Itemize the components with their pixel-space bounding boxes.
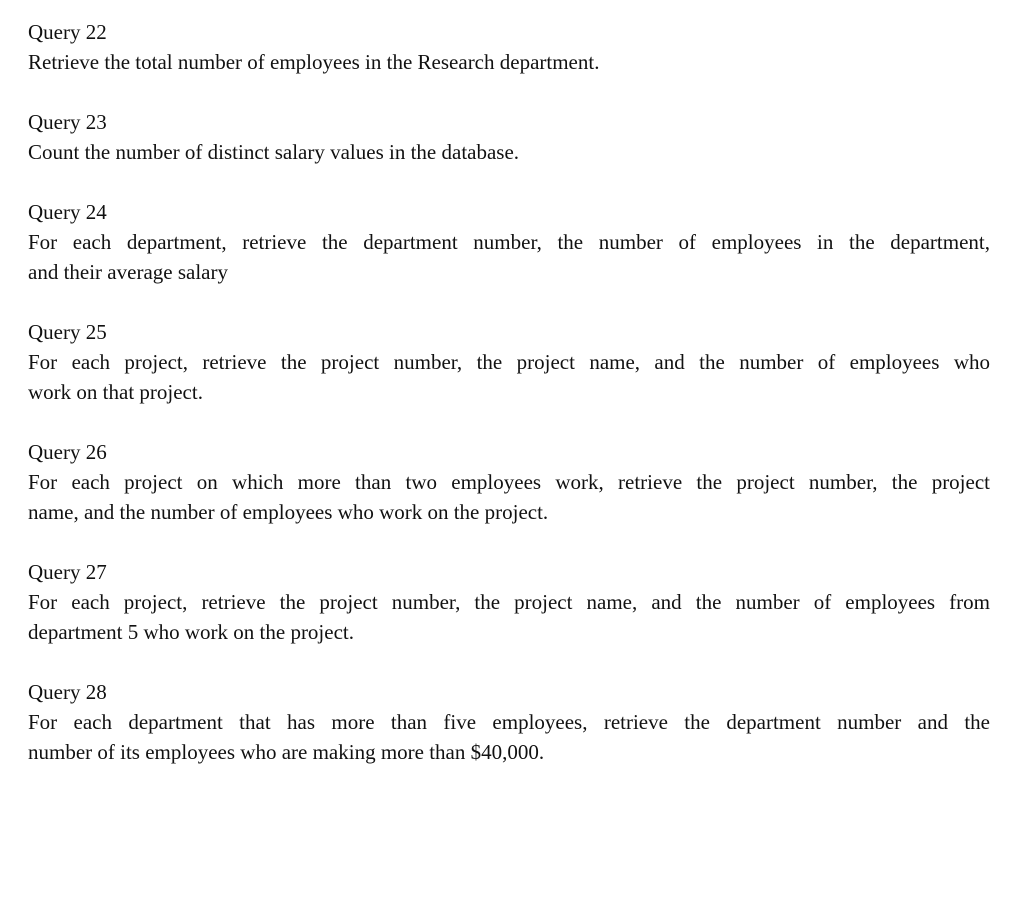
query-title: Query 26: [28, 440, 107, 464]
query-description-line: For each department, retrieve the department number, the number of employees in the department,: [28, 230, 990, 254]
query-description: [28, 467, 990, 527]
query-description: [28, 227, 990, 287]
query-description-line: department 5 who work on the project.: [28, 620, 354, 644]
query-description-line: For each project on which more than two employees work, retrieve the project number, the project: [28, 470, 990, 494]
query-description: [28, 587, 990, 647]
query-description-line: Count the number of distinct salary values in the database.: [28, 140, 520, 164]
query-description: [28, 707, 990, 767]
query-title: Query 28: [28, 680, 107, 704]
query-description-line: For each project, retrieve the project number, the project name, and the number of employees who: [28, 350, 990, 374]
query-description-line: name, and the number of employees who work on the project.: [28, 500, 549, 524]
query-title: Query 22: [28, 20, 107, 44]
query-title: Query 27: [28, 560, 107, 584]
query-title: Query 25: [28, 320, 107, 344]
query-description-line: For each department that has more than five employees, retrieve the department number and the: [28, 710, 990, 734]
query-description-line: For each project, retrieve the project number, the project name, and the number of employees from: [28, 590, 990, 614]
query-23: [28, 107, 990, 167]
query-description-line: Retrieve the total number of employees in the Research department.: [28, 50, 600, 74]
query-description-line: and their average salary: [28, 260, 228, 284]
query-24: [28, 197, 990, 287]
query-description-line: work on that project.: [28, 380, 203, 404]
query-22: [28, 17, 990, 77]
query-title: Query 24: [28, 200, 107, 224]
query-description: [28, 347, 990, 407]
query-description-line: number of its employees who are making more than $40,000.: [28, 740, 545, 764]
query-description: [28, 137, 990, 167]
query-27: [28, 557, 990, 647]
query-26: [28, 437, 990, 527]
query-title: Query 23: [28, 110, 107, 134]
query-description: [28, 47, 990, 77]
query-document: [28, 17, 990, 797]
query-28: [28, 677, 990, 767]
query-25: [28, 317, 990, 407]
